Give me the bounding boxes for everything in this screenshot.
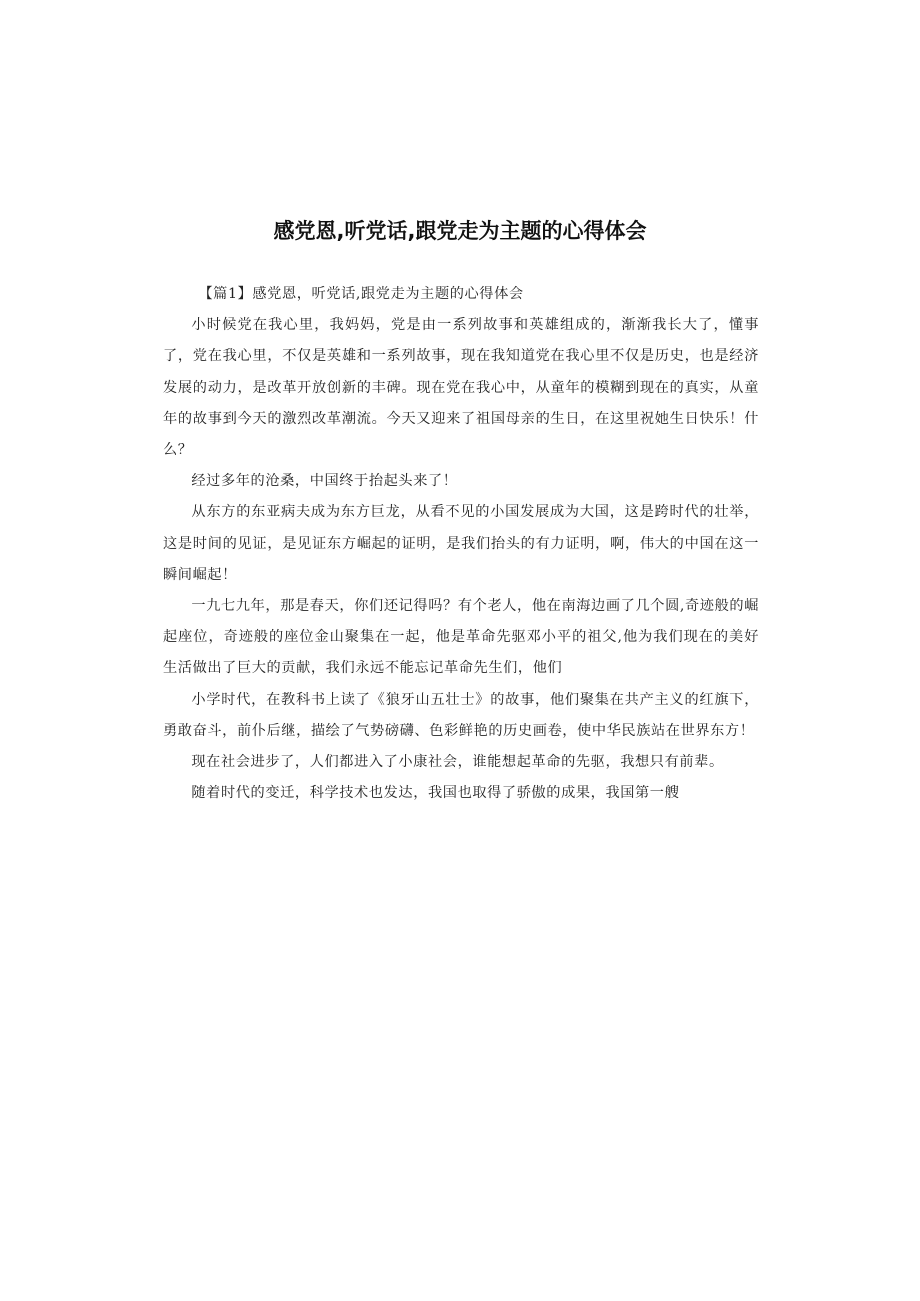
document-body — [163, 279, 759, 809]
paragraph: 小时候党在我心里，我妈妈，党是由一系列故事和英雄组成的，渐渐我长大了，懂事了，党在我心里，不仅是英雄和一系列故事，现在我知道党在我心里不仅是历史，也是经济发展的动力，是改革开放创新的丰碑。现在党在我心中，从童年的模糊到现在的真实，从童年的故事到今天的激烈改革潮流。今天又迎来了祖国母亲的生日，在这里祝她生日快乐！什么？ — [163, 317, 759, 459]
paragraph: 随着时代的变迁，科学技术也发达，我国也取得了骄傲的成果，我国第一艘 — [191, 785, 680, 802]
paragraph: 经过多年的沧桑，中国终于抬起头来了！ — [191, 473, 458, 490]
paragraph: 一九七九年，那是春天，你们还记得吗？有个老人，他在南海边画了几个圆,奇迹般的崛起座位，奇迹般的座位金山聚集在一起，他是革命先驱邓小平的祖父,他为我们现在的美好生活做出了巨大的贡献，我们永远不能忘记革命先生们，他们 — [163, 598, 759, 677]
paragraph: 小学时代，在教科书上读了《狼牙山五壮士》的故事，他们聚集在共产主义的红旗下，勇敢奋斗，前仆后继，描绘了气势磅礴、色彩鲜艳的历史画卷，使中华民族站在世界东方！ — [163, 691, 759, 739]
section-heading: 【篇1】感党恩，听党话,跟党走为主题的心得体会 — [198, 286, 524, 302]
paragraph: 从东方的东亚病夫成为东方巨龙，从看不见的小国发展成为大国，这是跨时代的壮举，这是时间的见证，是见证东方崛起的证明，是我们抬头的有力证明，啊，伟大的中国在这一瞬间崛起！ — [163, 504, 759, 583]
document-title: 感党恩,听党话,跟党走为主题的心得体会 — [273, 219, 647, 243]
paragraph: 现在社会进步了，人们都进入了小康社会，谁能想起革命的先驱，我想只有前辈。 — [191, 754, 724, 771]
